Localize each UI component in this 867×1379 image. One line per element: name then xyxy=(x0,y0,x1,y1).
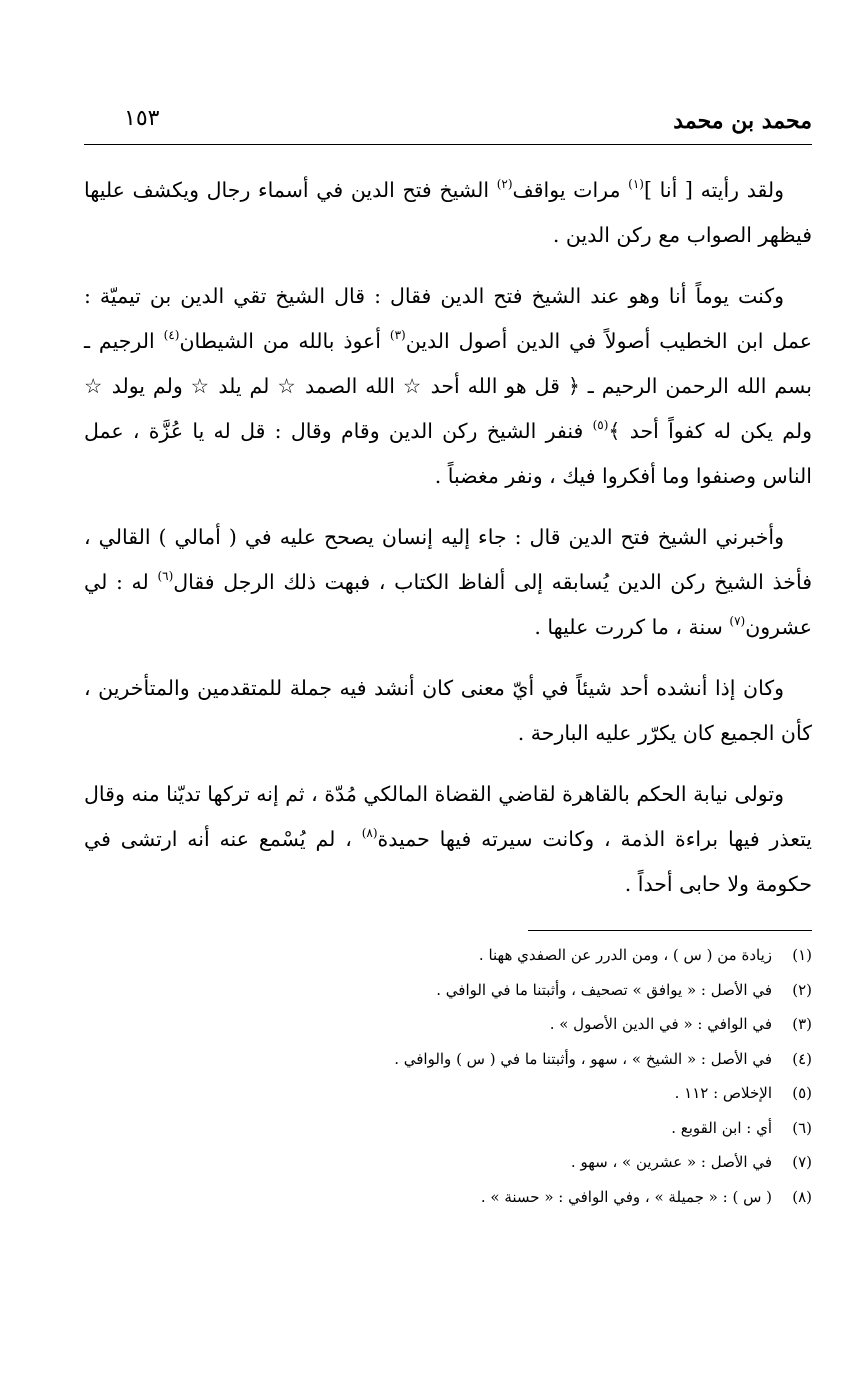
footnote-item xyxy=(84,938,812,973)
paragraph-5: وتولى نيابة الحكم بالقاهرة لقاضي القضاة المالكي مُدّة ، ثم إنه تركها تديّنا منه وقال يتعذر فيها براءة الذمة ، وكانت سيرته فيها حميدة$^{(٨)}$ ، لم يُسْمع عنه أنه ارتشى في حكومة ولا حابى أحداً . xyxy=(84,782,812,896)
footnote-item xyxy=(84,973,812,1008)
footnote-ref-1[interactable]: (١) xyxy=(628,177,644,191)
footnote-ref-7[interactable]: (٧) xyxy=(729,614,746,628)
running-title: محمد بن محمد xyxy=(673,108,812,134)
footnote-number: (٤) xyxy=(792,1049,812,1068)
footnote-number: (٨) xyxy=(792,1187,812,1206)
footnote-text: في الأصل : « الشيخ » ، سهو ، وأثبتنا ما في ( س ) والوافي . xyxy=(394,1049,772,1068)
footnote-item xyxy=(84,1076,812,1111)
footnote-ref-6[interactable]: (٦) xyxy=(157,569,174,583)
page-number: ١٥٣ xyxy=(124,106,160,131)
footnote-text: في الوافي : « في الدين الأصول » . xyxy=(549,1015,772,1033)
footnote-item xyxy=(84,1145,812,1180)
page-header xyxy=(84,106,812,142)
footnote-number: (١) xyxy=(792,946,812,964)
footnotes xyxy=(84,938,812,1214)
footnote-text: أي : ابن القوبع . xyxy=(671,1118,772,1137)
footnote-number: (٦) xyxy=(792,1118,812,1137)
footnote-ref-2[interactable]: (٢) xyxy=(496,177,513,191)
footnote-number: (٣) xyxy=(792,1015,812,1033)
footnote-number: (٥) xyxy=(792,1084,812,1102)
footnote-separator xyxy=(528,930,812,931)
paragraph-4: وكان إذا أنشده أحد شيئاً في أيّ معنى كان أنشد فيه جملة للمتقدمين والمتأخرين ، كأن الجميع كان يكرّر عليه البارحة . xyxy=(84,676,812,745)
footnote-ref-5[interactable]: (٥) xyxy=(592,418,609,432)
footnote-ref-8[interactable]: (٨) xyxy=(361,826,378,840)
footnote-item xyxy=(84,1180,812,1215)
footnote-text: ( س ) : « جميلة » ، وفي الوافي : « حسنة » . xyxy=(480,1187,772,1206)
footnote-text: الإخلاص : ١١٢ . xyxy=(674,1084,772,1102)
paragraph-1: ولقد رأيته [ أنا ]$^{(١)}$ مرات يواقف$^{(٢)}$ الشيخ فتح الدين في أسماء رجال ويكشف عليها فيظهر الصواب مع ركن الدين . xyxy=(84,177,812,247)
main-text xyxy=(84,168,812,923)
footnote-item xyxy=(84,1111,812,1146)
footnote-text: زيادة من ( س ) ، ومن الدرر عن الصفدي ههنا . xyxy=(478,946,772,964)
paragraph-2: وكنت يوماً أنا وهو عند الشيخ فتح الدين فقال : قال الشيخ تقي الدين بن تيميّة : عمل ابن الخطيب أصولاً في الدين أصول الدين$^{(٣)}$ أعوذ بالله من الشيطان$^{(٤)}$ الرجيم ـ بسم الله الرحمن الرحيم ـ ﴿ قل هو الله أحد ☆ الله الصمد ☆ لم يلد ☆ ولم يولد ☆ ولم يكن له كفواً أحد ﴾$^{(٥)}$ فنفر الشيخ ركن الدين وقام وقال : قل له يا عُزَّة ، عمل الناس وصنفوا وما أفكروا فيك ، ونفر مغضباً . xyxy=(84,284,813,488)
header-rule xyxy=(84,144,812,145)
footnote-text: في الأصل : « يوافق » تصحيف ، وأثبتنا ما في الوافي . xyxy=(436,980,772,999)
footnote-ref-3[interactable]: (٣) xyxy=(389,328,406,342)
footnote-item xyxy=(84,1042,812,1077)
footnote-number: (٢) xyxy=(792,980,812,999)
footnote-text: في الأصل : « عشرين » ، سهو . xyxy=(570,1153,772,1171)
paragraph-3: وأخبرني الشيخ فتح الدين قال : جاء إليه إنسان يصحح عليه في ( أمالي ) القالي ، فأخذ الشيخ ركن الدين يُسابقه إلى ألفاظ الكتاب ، فبهت ذلك الرجل فقال$^{(٦)}$ له : لي عشرون$^{(٧)}$ سنة ، ما كررت عليها . xyxy=(84,525,812,639)
footnote-ref-4[interactable]: (٤) xyxy=(163,328,180,342)
footnote-number: (٧) xyxy=(792,1153,812,1171)
footnote-item xyxy=(84,1007,812,1042)
